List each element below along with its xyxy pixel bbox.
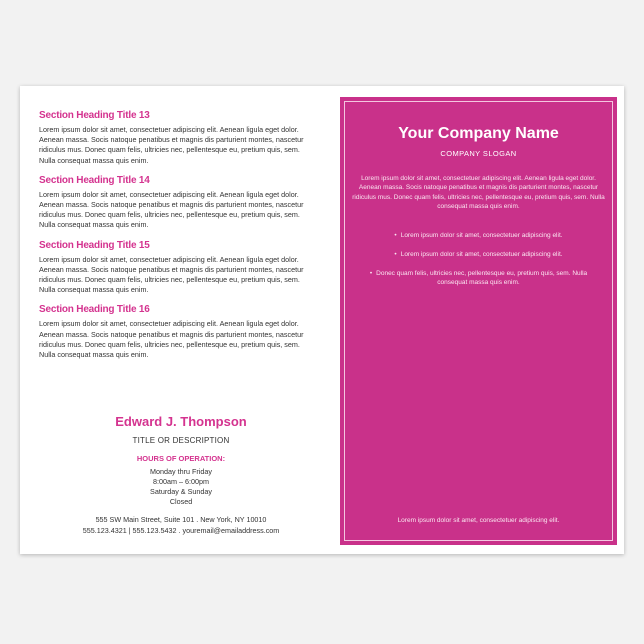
bullet-icon: • [394, 232, 397, 239]
hours-list [20, 467, 342, 507]
section-heading: Section Heading Title 16 [39, 304, 150, 316]
section-13 [39, 110, 315, 166]
bullet-text: Lorem ipsum dolor sit amet, consectetuer adipiscing elit. [400, 251, 563, 258]
hours-line: Closed [169, 497, 193, 506]
hours-line: Monday thru Friday [150, 467, 212, 476]
section-heading: Section Heading Title 14 [39, 174, 150, 186]
sections-list [39, 110, 315, 369]
section-16 [39, 304, 315, 360]
section-body: Lorem ipsum dolor sit amet, consectetuer adipiscing elit. Aenean ligula eget dolor. Aenean massa. Socis natoque penatibus et magnis dis parturient montes, nascetur ridiculus mus. Donec quam felis, ultricies nec, pellentesque eu, pretium quis, sem. Nulla consequat massa quis enim. [39, 319, 304, 360]
cover-border [344, 101, 613, 541]
cover-footer-text: Lorem ipsum dolor sit amet, consectetuer adipiscing elit. [397, 517, 560, 524]
person-name: Edward J. Thompson [115, 414, 247, 429]
hours-heading: HOURS OF OPERATION: [136, 454, 226, 463]
section-body: Lorem ipsum dolor sit amet, consectetuer adipiscing elit. Aenean ligula eget dolor. Aenean massa. Socis natoque penatibus et magnis dis parturient montes, nascetur ridiculus mus. Donec quam felis, ultricies nec, pellentesque eu, pretium quis, sem. Nulla consequat massa quis enim. [39, 189, 304, 230]
person-title: TITLE OR DESCRIPTION [132, 436, 230, 445]
company-slogan: COMPANY SLOGAN [440, 149, 517, 158]
bullet-item [354, 269, 603, 287]
left-panel [20, 86, 342, 554]
contact-block [20, 414, 342, 536]
bullet-text: Lorem ipsum dolor sit amet, consectetuer adipiscing elit. [400, 232, 563, 239]
section-15 [39, 240, 315, 296]
section-heading: Section Heading Title 13 [39, 110, 150, 121]
section-body: Lorem ipsum dolor sit amet, consectetuer adipiscing elit. Aenean ligula eget dolor. Aenean massa. Socis natoque penatibus et magnis dis parturient montes, nascetur ridiculus mus. Donec quam felis, ultricies nec, pellentesque eu, pretium quis, sem. Nulla consequat massa quis enim. [39, 125, 304, 165]
bullet-icon: • [394, 251, 397, 258]
intro-paragraph: Lorem ipsum dolor sit amet, consectetuer adipiscing elit. Aenean ligula eget dolor. Aenean massa. Socis natoque penatibus et magnis dis parturient montes, nascetur ridiculus mus. Donec quam felis, ultricies nec, pellentesque eu, pretium quis, sem. Nulla consequat massa quis enim. [352, 175, 605, 210]
bullet-text: Donec quam felis, ultricies nec, pellentesque eu, pretium quis, sem. Nulla consequat massa quis enim. [376, 270, 588, 286]
street-address: 555 SW Main Street, Suite 101 . New York, NY 10010 [95, 515, 267, 524]
section-heading: Section Heading Title 15 [39, 239, 150, 251]
bullet-icon: • [369, 270, 373, 277]
bullet-list [354, 231, 603, 297]
address-block [20, 514, 342, 536]
section-body: Lorem ipsum dolor sit amet, consectetuer adipiscing elit. Aenean ligula eget dolor. Aenean massa. Socis natoque penatibus et magnis dis parturient montes, nascetur ridiculus mus. Donec quam felis, ultricies nec, pellentesque eu, pretium quis, sem. Nulla consequat massa quis enim. [39, 254, 304, 295]
hours-line: Saturday & Sunday [150, 487, 212, 496]
brochure-sheet [20, 86, 624, 554]
bullet-item [354, 250, 603, 259]
hours-line: 8:00am – 6:00pm [153, 477, 209, 486]
section-14 [39, 175, 315, 231]
company-name: Your Company Name [398, 125, 559, 142]
phone-email: 555.123.4321 | 555.123.5432 . youremail@emailaddress.com [82, 526, 280, 535]
cover-panel [340, 97, 617, 545]
bullet-item [354, 231, 603, 240]
